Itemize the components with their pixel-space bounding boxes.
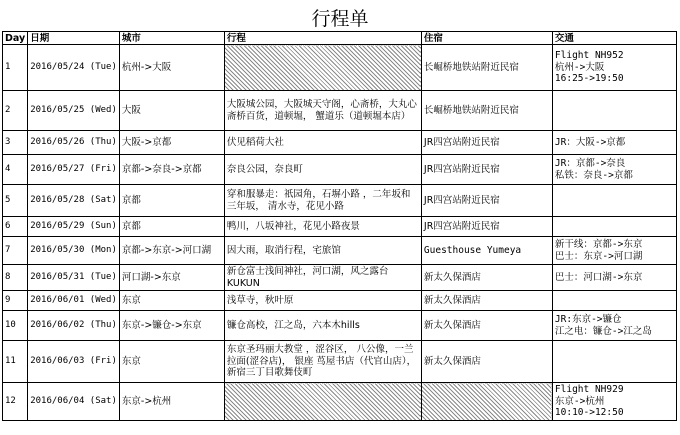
day-cell: 12 <box>3 383 28 421</box>
transport-cell <box>552 131 676 155</box>
transport-cell <box>552 311 676 341</box>
city-cell: 东京->镰仓->东京 <box>119 311 224 341</box>
table-row <box>3 383 677 421</box>
transport-line: Flight NH952 <box>554 50 624 62</box>
transport-line: 巴士：东京->河口湖 <box>554 250 643 262</box>
date-cell: 2016/06/02 (Thu) <box>28 311 120 341</box>
transport-line: 东京->杭州 <box>554 395 605 407</box>
lodging-cell: JR四宫站附近民宿 <box>421 185 552 217</box>
city-cell: 东京->杭州 <box>119 383 224 421</box>
lodging-cell: JR四宫站附近民宿 <box>421 131 552 155</box>
header-day: Day <box>3 32 28 45</box>
date-cell: 2016/06/04 (Sat) <box>28 383 120 421</box>
transport-cell <box>552 341 676 383</box>
lodging-cell: 新太久保酒店 <box>421 311 552 341</box>
table-row <box>3 341 677 383</box>
day-cell: 5 <box>3 185 28 217</box>
lodging-cell: 新太久保酒店 <box>421 341 552 383</box>
transport-cell <box>552 291 676 311</box>
city-cell: 河口湖->东京 <box>119 265 224 291</box>
transport-cell <box>552 91 676 131</box>
lodging-cell: 新太久保酒店 <box>421 291 552 311</box>
table-row <box>3 311 677 341</box>
date-cell: 2016/05/27 (Fri) <box>28 155 120 185</box>
transport-cell <box>552 265 676 291</box>
itinerary-cell-empty <box>224 45 421 91</box>
date-cell: 2016/05/24 (Tue) <box>28 45 120 91</box>
lodging-cell: 新太久保酒店 <box>421 265 552 291</box>
table-row <box>3 237 677 265</box>
itinerary-cell: 奈良公园，奈良町 <box>224 155 421 185</box>
city-cell: 京都 <box>119 217 224 237</box>
city-cell: 东京 <box>119 341 224 383</box>
table-row <box>3 155 677 185</box>
transport-cell <box>552 155 676 185</box>
itinerary-cell: 穿和服暴走：祇园角，石塀小路 ，二年坂和三年坂， 清水寺，花见小路 <box>224 185 421 217</box>
day-cell: 3 <box>3 131 28 155</box>
header-city: 城市 <box>119 32 224 45</box>
table-row <box>3 45 677 91</box>
table-row <box>3 217 677 237</box>
city-cell: 京都->东京->河口湖 <box>119 237 224 265</box>
transport-line: 杭州->大阪 <box>554 61 605 73</box>
date-cell: 2016/05/26 (Thu) <box>28 131 120 155</box>
transport-cell <box>552 383 676 421</box>
city-cell: 京都->奈良->京都 <box>119 155 224 185</box>
table-row <box>3 131 677 155</box>
table-row <box>3 291 677 311</box>
transport-line: 新干线：京都->东京 <box>554 239 643 250</box>
itinerary-cell: 新仓富士浅间神社，河口湖，风之露台KUKUN <box>224 265 421 291</box>
transport-cell <box>552 45 676 91</box>
day-cell: 10 <box>3 311 28 341</box>
itinerary-cell: 因大雨，取消行程，宅旅馆 <box>224 237 421 265</box>
transport-line: JR:东京->镰仓 <box>554 314 622 325</box>
header-date: 日期 <box>28 32 120 45</box>
date-cell: 2016/05/25 (Wed) <box>28 91 120 131</box>
table-row <box>3 185 677 217</box>
itinerary-cell: 浅草寺，秋叶原 <box>224 291 421 311</box>
lodging-cell: 长崛桥地铁站附近民宿 <box>421 45 552 91</box>
date-cell: 2016/05/30 (Mon) <box>28 237 120 265</box>
itinerary-cell: 镰仓高校，江之岛，六本木hills <box>224 311 421 341</box>
day-cell: 6 <box>3 217 28 237</box>
itinerary-cell-empty <box>224 383 421 421</box>
day-cell: 7 <box>3 237 28 265</box>
transport-line: JR：大阪->京都 <box>554 136 626 148</box>
transport-cell <box>552 237 676 265</box>
transport-line: JR：京都->奈良 <box>554 158 626 169</box>
date-cell: 2016/05/29 (Sun) <box>28 217 120 237</box>
date-cell: 2016/05/31 (Tue) <box>28 265 120 291</box>
transport-line: 私铁：奈良->京都 <box>554 169 633 181</box>
lodging-cell-empty <box>421 383 552 421</box>
header-transport: 交通 <box>552 32 676 45</box>
lodging-cell: 长崛桥地铁站附近民宿 <box>421 91 552 131</box>
city-cell: 杭州->大阪 <box>119 45 224 91</box>
table-row <box>3 91 677 131</box>
header-itinerary: 行程 <box>224 32 421 45</box>
city-cell: 京都 <box>119 185 224 217</box>
city-cell: 大阪->京都 <box>119 131 224 155</box>
transport-line: 16:25->19:50 <box>554 73 624 85</box>
transport-line: 10:10->12:50 <box>554 407 624 419</box>
day-cell: 8 <box>3 265 28 291</box>
lodging-cell: Guesthouse Yumeya <box>421 237 552 265</box>
day-cell: 11 <box>3 341 28 383</box>
lodging-cell: JR四宫站附近民宿 <box>421 155 552 185</box>
transport-line: 江之电：镰仓->江之岛 <box>554 325 652 337</box>
itinerary-cell: 大阪城公园，大阪城天守阁，心斋桥，大丸心斋桥百货，道顿堀， 蟹道乐（道顿堀本店） <box>224 91 421 131</box>
itinerary-cell: 东京圣玛丽大教堂 ，涩谷区， 八公像，一兰拉面(涩谷店)， 银座 茑屋书店（代官山店），新宿三丁目歌舞伎町 <box>224 341 421 383</box>
itinerary-table <box>2 31 677 421</box>
date-cell: 2016/06/03 (Fri) <box>28 341 120 383</box>
day-cell: 9 <box>3 291 28 311</box>
transport-cell <box>552 217 676 237</box>
day-cell: 1 <box>3 45 28 91</box>
header-lodging: 住宿 <box>421 32 552 45</box>
itinerary-cell: 伏见稻荷大社 <box>224 131 421 155</box>
transport-line: 巴士：河口湖->东京 <box>554 271 643 283</box>
header-row <box>3 32 677 45</box>
date-cell: 2016/06/01 (Wed) <box>28 291 120 311</box>
transport-cell <box>552 185 676 217</box>
city-cell: 东京 <box>119 291 224 311</box>
date-cell: 2016/05/28 (Sat) <box>28 185 120 217</box>
lodging-cell: JR四宫站附近民宿 <box>421 217 552 237</box>
transport-line: Flight NH929 <box>554 384 624 396</box>
table-row <box>3 265 677 291</box>
itinerary-cell: 鸭川，八坂神社，花见小路夜景 <box>224 217 421 237</box>
day-cell: 4 <box>3 155 28 185</box>
day-cell: 2 <box>3 91 28 131</box>
city-cell: 大阪 <box>119 91 224 131</box>
sheet-title: 行程单 <box>311 8 369 30</box>
